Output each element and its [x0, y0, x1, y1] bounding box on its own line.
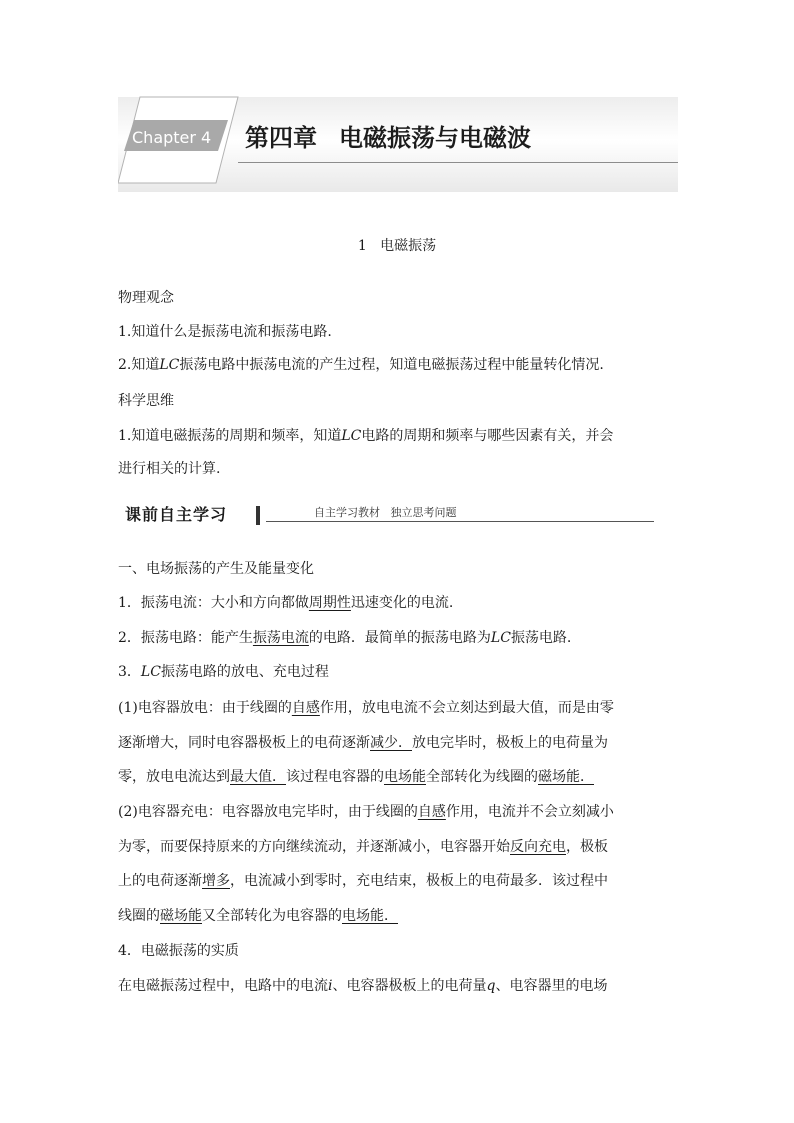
- study-subtitle: 自主学习教材 独立思考问题: [314, 506, 457, 519]
- item-oscillating-circuit: 2．振荡电路：能产生振荡电流的电路．最简单的振荡电路为LC振荡电路.: [118, 630, 572, 646]
- objective-physics-2: 2.知道LC振荡电路中振荡电流的产生过程，知道电磁振荡过程中能量转化情况.: [118, 357, 604, 373]
- essence-line-1: 在电磁振荡过程中，电路中的电流i、电容器极板上的电荷量q、电容器里的电场: [118, 978, 608, 994]
- science-heading: 科学思维: [118, 393, 174, 409]
- charge-line-1: (2)电容器充电：电容器放电完毕时，由于线圈的自感作用，电流并不会立刻减小: [118, 804, 614, 820]
- chapter-number: 第四章: [245, 124, 317, 152]
- objective-science-1: 1.知道电磁振荡的周期和频率，知道LC电路的周期和频率与哪些因素有关，并会: [118, 428, 614, 444]
- charge-line-4: 线圈的磁场能又全部转化为电容器的电场能．: [118, 908, 398, 924]
- discharge-line-3: 零，放电电流达到最大值．该过程电容器的电场能全部转化为线圈的磁场能．: [118, 769, 594, 785]
- study-divider: [266, 521, 654, 522]
- study-badge: 课前自主学习: [118, 503, 258, 527]
- item-oscillating-current: 1．振荡电流：大小和方向都做周期性迅速变化的电流.: [118, 595, 454, 611]
- discharge-line-1: (1)电容器放电：由于线圈的自感作用，放电电流不会立刻达到最大值，而是由零: [118, 700, 614, 716]
- chapter-name: 电磁振荡与电磁波: [339, 124, 531, 152]
- objective-science-1-cont: 进行相关的计算.: [118, 461, 221, 477]
- item-oscillation-essence: 4．电磁振荡的实质: [118, 943, 239, 959]
- item-lc-process: 3．LC振荡电路的放电、充电过程: [118, 664, 329, 680]
- discharge-line-2: 逐渐增大，同时电容器极板上的电荷逐渐减少．放电完毕时，极板上的电荷量为: [118, 735, 608, 751]
- study-badge-marker: [256, 506, 260, 525]
- study-section-bar: [118, 503, 654, 527]
- physics-heading: 物理观念: [118, 290, 174, 306]
- objective-physics-1: 1.知道什么是振荡电流和振荡电路.: [118, 324, 332, 340]
- chapter-label: Chapter 4: [132, 128, 212, 147]
- content-heading-1: 一、电场振荡的产生及能量变化: [118, 561, 314, 577]
- chapter-title: [245, 120, 531, 156]
- chapter-banner-rule: [238, 162, 678, 163]
- section-title: 1 电磁振荡: [357, 238, 437, 254]
- charge-line-2: 为零，而要保持原来的方向继续流动，并逐渐减小，电容器开始反向充电，极板: [118, 839, 608, 855]
- charge-line-3: 上的电荷逐渐增多，电流减小到零时，充电结束，极板上的电荷最多．该过程中: [118, 873, 608, 889]
